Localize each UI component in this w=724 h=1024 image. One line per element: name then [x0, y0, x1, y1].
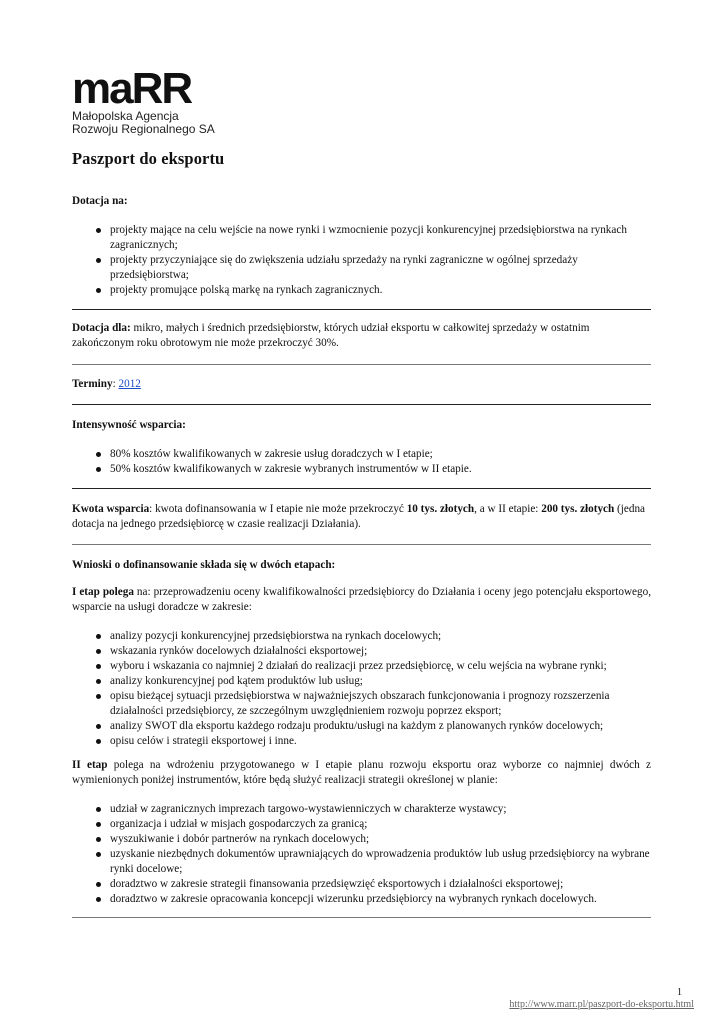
section-divider [72, 364, 651, 365]
svg-text:maRR: maRR [72, 70, 192, 108]
list-item: 80% kosztów kwalifikowanych w zakresie usług doradczych w I etapie; [110, 447, 651, 462]
list-item: opisu bieżącej sytuacji przedsiębiorstwa w najważniejszych obszarach funkcjonowania i prognozy rozszerzenia działalności przedsiębiorcy, ze szczególnym uwzględnieniem rozwoju poprzez eksport; [110, 689, 651, 719]
page-title: Paszport do eksportu [72, 149, 225, 168]
source-url-link[interactable]: http://www.marr.pl/paszport-do-eksportu.html [509, 999, 694, 1010]
dotacja-dla-text: mikro, małych i średnich przedsiębiorstw, których udział eksportu w całkowitej sprzedaży w ostatnim zakończonym roku obrotowym nie może przekroczyć 30%. [72, 322, 590, 349]
list-item: projekty promujące polską markę na rynkach zagranicznych. [110, 283, 651, 298]
page-number: 1 [677, 987, 682, 998]
list-item: 50% kosztów kwalifikowanych w zakresie wybranych instrumentów w II etapie. [110, 462, 651, 477]
list-item: doradztwo w zakresie opracowania koncepcji wizerunku przedsiębiorcy na wybranych rynkach docelowych. [110, 892, 651, 907]
dotacja-dla-label: Dotacja dla: [72, 322, 131, 334]
etap2-list [72, 802, 651, 907]
logo-subtitle-line1: Małopolska Agencja [72, 109, 179, 123]
etap1-label: I etap polega [72, 586, 134, 598]
section-dotacja-dla [72, 321, 651, 351]
list-item: projekty mające na celu wejście na nowe rynki i wzmocnienie pozycji konkurencyjnej przedsiębiorstwa na rynkach zagranicznych; [110, 223, 651, 253]
list-item: projekty przyczyniające się do zwiększenia udziału sprzedaży na rynki zagraniczne w ogólnej sprzedaży przedsiębiorstwa; [110, 253, 651, 283]
list-item: wyszukiwanie i dobór partnerów na rynkach docelowych; [110, 832, 651, 847]
section-etap-1 [72, 585, 651, 749]
marr-logo [72, 70, 272, 140]
logo-subtitle-line2: Rozwoju Regionalnego SA [72, 122, 215, 136]
list-item: uzyskanie niezbędnych dokumentów uprawniających do wprowadzenia produktów lub usług przedsiębiorcy na wybrane rynki docelowe; [110, 848, 650, 875]
list-item: doradztwo w zakresie strategii finansowania przedsięwzięć eksportowych i działalności eksportowej; [110, 877, 651, 892]
terminy-2012-link[interactable]: 2012 [118, 378, 141, 390]
etap1-text: na: przeprowadzeniu oceny kwalifikowalności przedsiębiorcy do Działania i oceny jego potencjału eksportowego, wsparcie na usługi doradcze w zakresie: [72, 586, 651, 613]
list-item: udział w zagranicznych imprezach targowo-wystawienniczych w charakterze wystawcy; [110, 802, 651, 817]
section-divider [72, 917, 651, 918]
list-item: wyboru i wskazania co najmniej 2 działań do realizacji przez przedsiębiorcę, w celu wejścia na wybrane rynki; [110, 659, 651, 674]
section-divider [72, 309, 651, 310]
etap2-label: II etap [72, 759, 108, 771]
terminy-separator: : [112, 378, 119, 390]
section-dotacja-na [72, 194, 651, 298]
section-wnioski [72, 558, 651, 573]
section-terminy [72, 377, 651, 392]
marr-logo-wordmark [72, 70, 204, 108]
list-item: analizy konkurencyjnej pod kątem produktów lub usług; [110, 674, 651, 689]
section-etap-2 [72, 758, 651, 907]
kwota-text-3: (jedna dotacja na jednego przedsiębiorcę w czasie realizacji Działania). [72, 503, 645, 530]
list-item: analizy SWOT dla eksportu każdego rodzaju produktu/usługi na każdym z planowanych rynków docelowych; [110, 719, 651, 734]
dotacja-na-list [72, 223, 651, 298]
section-divider [72, 488, 651, 489]
kwota-text-1: : kwota dofinansowania w I etapie nie może przekroczyć [149, 503, 407, 515]
list-item: organizacja i udział w misjach gospodarczych za granicą; [110, 817, 651, 832]
etap1-list [72, 629, 651, 749]
kwota-text-2: , a w II etapie: [474, 503, 542, 515]
list-item: analizy pozycji konkurencyjnej przedsiębiorstwa na rynkach docelowych; [110, 629, 651, 644]
etap2-text: polega na wdrożeniu przygotowanego w I etapie planu rozwoju eksportu oraz wyborze co najmniej dwóch z wymienionych poniżej instrumentów, które będą służyć realizacji strategii określonej w planie: [72, 759, 651, 786]
terminy-label: Terminy [72, 378, 113, 390]
list-item: wskazania rynków docelowych działalności eksportowej; [110, 644, 651, 659]
kwota-label: Kwota wsparcia [72, 503, 150, 515]
dotacja-na-label: Dotacja na: [72, 195, 128, 207]
intensywnosc-label: Intensywność wsparcia: [72, 419, 186, 431]
section-divider [72, 404, 651, 405]
section-divider [72, 544, 651, 545]
logo-subtitle [72, 110, 215, 136]
list-item: opisu celów i strategii eksportowej i inne. [110, 734, 651, 749]
section-intensywnosc [72, 418, 651, 477]
section-kwota [72, 502, 651, 532]
kwota-amount-1: 10 tys. złotych [406, 503, 475, 515]
kwota-amount-2: 200 tys. złotych [541, 503, 615, 515]
intensywnosc-list [72, 447, 651, 477]
wnioski-label: Wnioski o dofinansowanie składa się w dwóch etapach: [72, 559, 336, 571]
